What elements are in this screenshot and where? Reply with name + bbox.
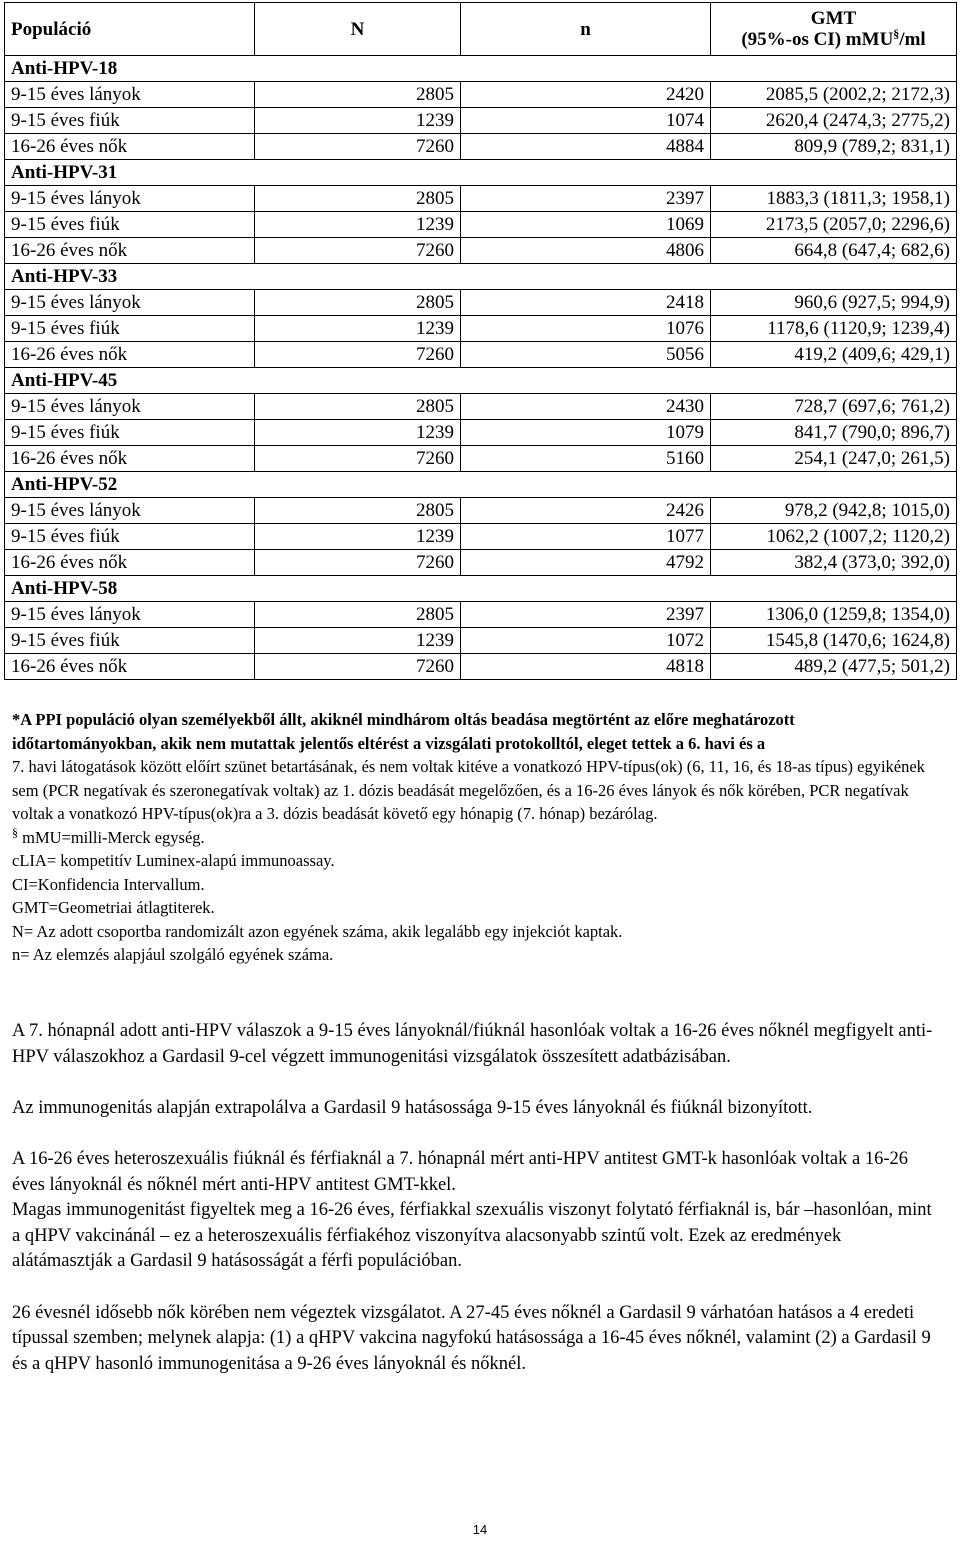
table-row — [5, 212, 957, 238]
table-group-row — [5, 56, 957, 82]
group-label: Anti-HPV-33 — [5, 264, 957, 290]
footnote-ppi-rest: 7. havi látogatások között előírt szünet betartásának, és nem voltak kitéve a vonatkozó HPV-típus(ok) (6, 11, 16, és 18-as típus) egyikének sem (PCR negatívak és szeronegatívak voltak) az 1. dózis beadását megelőzően, és a 16-26 éves lányok és nők körében, PCR negatívak voltak a vonatkozó HPV-típus(ok)ra a 3. dózis beadását követő egy hónapig (7. hónap) bezárólag. — [12, 757, 925, 823]
footnote-mmu — [12, 826, 942, 850]
header-N: N — [255, 3, 461, 56]
cell-population: 16-26 éves nők — [5, 550, 255, 576]
header-gmt-sup: § — [893, 26, 900, 41]
group-label: Anti-HPV-45 — [5, 368, 957, 394]
cell-n: 1069 — [461, 212, 711, 238]
cell-N: 1239 — [255, 420, 461, 446]
cell-gmt: 841,7 (790,0; 896,7) — [711, 420, 957, 446]
body-text — [12, 1019, 942, 1377]
table-row — [5, 550, 957, 576]
cell-N: 2805 — [255, 82, 461, 108]
cell-gmt: 809,9 (789,2; 831,1) — [711, 134, 957, 160]
cell-gmt: 2620,4 (2474,3; 2775,2) — [711, 108, 957, 134]
cell-population: 9-15 éves fiúk — [5, 108, 255, 134]
table-row — [5, 628, 957, 654]
cell-gmt: 2173,5 (2057,0; 2296,6) — [711, 212, 957, 238]
footnote-n: n= Az elemzés alapjául szolgáló egyének száma. — [12, 945, 334, 964]
cell-gmt: 960,6 (927,5; 994,9) — [711, 290, 957, 316]
cell-n: 4792 — [461, 550, 711, 576]
header-n: n — [461, 3, 711, 56]
cell-n: 2426 — [461, 498, 711, 524]
cell-population: 9-15 éves fiúk — [5, 316, 255, 342]
group-label: Anti-HPV-52 — [5, 472, 957, 498]
cell-gmt: 419,2 (409,6; 429,1) — [711, 342, 957, 368]
footnote-ppi-first: *A PPI populáció olyan személyekből állt, akiknél mindhárom oltás beadása megtörtént az előre meghatározott időtartományokban, akik nem mutattak jelentős eltérést a vizsgálati protokolltól, eleget tettek a 6. havi és a — [12, 710, 795, 753]
table-row — [5, 498, 957, 524]
table-row — [5, 602, 957, 628]
group-label: Anti-HPV-18 — [5, 56, 957, 82]
header-gmt — [711, 3, 957, 56]
group-label: Anti-HPV-31 — [5, 160, 957, 186]
cell-N: 2805 — [255, 602, 461, 628]
cell-n: 1077 — [461, 524, 711, 550]
table-group-row — [5, 368, 957, 394]
footnote-mmu-text: mMU=milli-Merck egység. — [18, 827, 205, 847]
cell-n: 1072 — [461, 628, 711, 654]
cell-N: 2805 — [255, 394, 461, 420]
footnote-mmu-sup: § — [12, 825, 18, 839]
cell-gmt: 489,2 (477,5; 501,2) — [711, 654, 957, 680]
footnote-gmt: GMT=Geometriai átlagtiterek. — [12, 898, 215, 917]
header-gmt-unit: /ml — [899, 29, 926, 50]
table-group-row — [5, 472, 957, 498]
table-header-row — [5, 3, 957, 56]
cell-N: 1239 — [255, 524, 461, 550]
cell-n: 1074 — [461, 108, 711, 134]
table-row — [5, 342, 957, 368]
cell-n: 2397 — [461, 602, 711, 628]
cell-population: 9-15 éves fiúk — [5, 628, 255, 654]
cell-population: 9-15 éves lányok — [5, 186, 255, 212]
table-row — [5, 238, 957, 264]
cell-gmt: 1883,3 (1811,3; 1958,1) — [711, 186, 957, 212]
table-row — [5, 316, 957, 342]
cell-population: 16-26 éves nők — [5, 342, 255, 368]
cell-gmt: 664,8 (647,4; 682,6) — [711, 238, 957, 264]
cell-population: 9-15 éves lányok — [5, 82, 255, 108]
cell-gmt: 978,2 (942,8; 1015,0) — [711, 498, 957, 524]
cell-gmt: 1178,6 (1120,9; 1239,4) — [711, 316, 957, 342]
footnote-ppi — [12, 708, 942, 826]
cell-n: 5056 — [461, 342, 711, 368]
table-row — [5, 654, 957, 680]
cell-gmt: 254,1 (247,0; 261,5) — [711, 446, 957, 472]
cell-n: 2430 — [461, 394, 711, 420]
header-gmt-ci: (95%-os CI) mMU — [741, 29, 894, 50]
cell-N: 2805 — [255, 498, 461, 524]
cell-N: 1239 — [255, 316, 461, 342]
footnote-N: N= Az adott csoportba randomizált azon egyének száma, akik legalább egy injekciót kaptak. — [12, 921, 623, 941]
cell-N: 2805 — [255, 186, 461, 212]
table-row — [5, 446, 957, 472]
cell-n: 5160 — [461, 446, 711, 472]
table-row — [5, 82, 957, 108]
cell-N: 7260 — [255, 446, 461, 472]
cell-n: 1079 — [461, 420, 711, 446]
cell-N: 2805 — [255, 290, 461, 316]
paragraph-2: Az immunogenitás alapján extrapolálva a Gardasil 9 hatásossága 9-15 éves lányoknál és fiúknál bizonyított. — [12, 1097, 813, 1118]
gmt-table — [4, 2, 957, 680]
table-row — [5, 290, 957, 316]
table-row — [5, 186, 957, 212]
header-gmt-line1: GMT — [810, 8, 857, 29]
table-body — [5, 56, 957, 680]
cell-N: 7260 — [255, 342, 461, 368]
cell-N: 7260 — [255, 654, 461, 680]
cell-N: 1239 — [255, 108, 461, 134]
table-row — [5, 394, 957, 420]
table-row — [5, 420, 957, 446]
group-label: Anti-HPV-58 — [5, 576, 957, 602]
table-group-row — [5, 160, 957, 186]
cell-population: 9-15 éves fiúk — [5, 212, 255, 238]
footnote-ci: CI=Konfidencia Intervallum. — [12, 874, 205, 894]
table-row — [5, 524, 957, 550]
cell-population: 16-26 éves nők — [5, 654, 255, 680]
cell-population: 9-15 éves lányok — [5, 498, 255, 524]
cell-population: 9-15 éves lányok — [5, 290, 255, 316]
cell-gmt: 2085,5 (2002,2; 2172,3) — [711, 82, 957, 108]
cell-N: 1239 — [255, 212, 461, 238]
cell-n: 2418 — [461, 290, 711, 316]
table-group-row — [5, 576, 957, 602]
paragraph-1: A 7. hónapnál adott anti-HPV válaszok a 9-15 éves lányoknál/fiúknál hasonlóak voltak a 16-26 éves nőknél megfigyelt anti-HPV válaszokhoz a Gardasil 9-cel végzett immunogenitási vizsgálatok összesített adatbázisában. — [12, 1021, 933, 1067]
cell-population: 9-15 éves lányok — [5, 602, 255, 628]
cell-N: 7260 — [255, 550, 461, 576]
table-row — [5, 134, 957, 160]
paragraph-3: A 16-26 éves heteroszexuális fiúknál és férfiaknál a 7. hónapnál mért anti-HPV antitest GMT-k hasonlóak voltak a 16-26 éves lányoknál és nőknél mért anti-HPV antitest GMT-kkel. — [12, 1148, 908, 1195]
footnote-clia: cLIA= kompetitív Luminex-alapú immunoassay. — [12, 851, 335, 870]
table-footnotes — [12, 708, 942, 967]
cell-population: 16-26 éves nők — [5, 238, 255, 264]
header-gmt-line2 — [717, 26, 950, 50]
cell-n: 4806 — [461, 238, 711, 264]
table-group-row — [5, 264, 957, 290]
table-row — [5, 108, 957, 134]
header-population: Populáció — [5, 3, 255, 56]
cell-population: 16-26 éves nők — [5, 446, 255, 472]
cell-N: 7260 — [255, 238, 461, 264]
paragraph-4: Magas immunogenitást figyeltek meg a 16-26 éves, férfiakkal szexuális viszonyt folytató férfiaknál is, bár –hasonlóan, mint a qHPV vakcinánál – ez a heteroszexuális férfiakéhoz viszonyítva alacsonyabb szintű volt. Ezek az eredmények alátámasztják a Gardasil 9 hatásosságát a férfi populációban. — [12, 1200, 932, 1272]
cell-n: 4884 — [461, 134, 711, 160]
cell-n: 2420 — [461, 82, 711, 108]
cell-gmt: 1545,8 (1470,6; 1624,8) — [711, 628, 957, 654]
cell-gmt: 382,4 (373,0; 392,0) — [711, 550, 957, 576]
page-number: 14 — [472, 1522, 488, 1537]
cell-population: 16-26 éves nők — [5, 134, 255, 160]
cell-gmt: 1306,0 (1259,8; 1354,0) — [711, 602, 957, 628]
cell-n: 4818 — [461, 654, 711, 680]
cell-N: 7260 — [255, 134, 461, 160]
cell-gmt: 1062,2 (1007,2; 1120,2) — [711, 524, 957, 550]
cell-population: 9-15 éves lányok — [5, 394, 255, 420]
cell-N: 1239 — [255, 628, 461, 654]
cell-n: 1076 — [461, 316, 711, 342]
cell-population: 9-15 éves fiúk — [5, 524, 255, 550]
cell-gmt: 728,7 (697,6; 761,2) — [711, 394, 957, 420]
paragraph-5: 26 évesnél idősebb nők körében nem végeztek vizsgálatot. A 27-45 éves nőknél a Gardasil 9 várhatóan hatásos a 4 eredeti típussal szemben; melynek alapja: (1) a qHPV vakcina nagyfokú hatásossága a 16-45 éves nőknél, valamint (2) a Gardasil 9 és a qHPV hasonló immunogenitása a 9-26 éves lányoknál és nőknél. — [12, 1302, 931, 1374]
cell-n: 2397 — [461, 186, 711, 212]
cell-population: 9-15 éves fiúk — [5, 420, 255, 446]
